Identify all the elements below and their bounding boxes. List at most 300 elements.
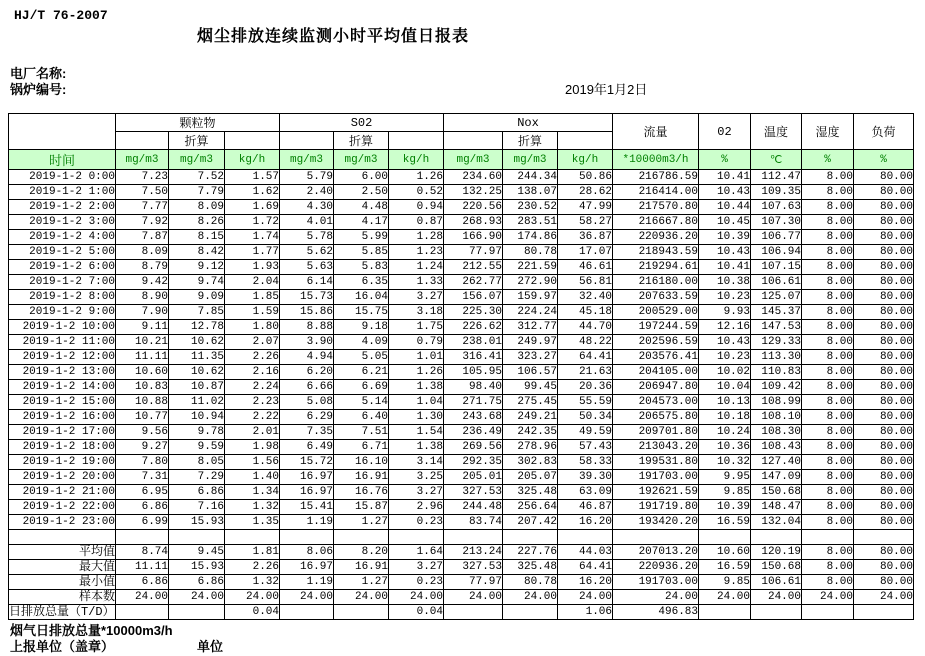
data-cell <box>699 530 751 545</box>
data-cell: 6.00 <box>334 170 389 185</box>
data-cell: 80.00 <box>854 350 914 365</box>
data-cell: 1.72 <box>225 215 280 230</box>
data-cell: 2.01 <box>225 425 280 440</box>
data-cell <box>699 605 751 620</box>
table-row <box>9 395 914 410</box>
row-label: 2019-1-2 22:00 <box>9 500 116 515</box>
data-cell: 10.87 <box>169 380 225 395</box>
data-cell: 80.00 <box>854 320 914 335</box>
data-cell: 220936.20 <box>613 230 699 245</box>
data-cell: 8.00 <box>802 335 854 350</box>
data-cell: 10.04 <box>699 380 751 395</box>
unit-label: 单位 <box>197 639 224 654</box>
table-row <box>9 440 914 455</box>
data-cell: 11.11 <box>116 560 169 575</box>
data-cell: 1.30 <box>389 410 444 425</box>
data-cell: 6.95 <box>116 485 169 500</box>
unit-header-cell: mg/m3 <box>169 150 225 170</box>
data-cell: 8.42 <box>169 245 225 260</box>
data-cell: 203576.41 <box>613 350 699 365</box>
data-cell: 9.42 <box>116 275 169 290</box>
data-cell: 16.91 <box>334 560 389 575</box>
data-cell: 278.96 <box>503 440 558 455</box>
data-cell: 1.19 <box>280 575 334 590</box>
data-cell: 1.62 <box>225 185 280 200</box>
data-cell: 10.94 <box>169 410 225 425</box>
data-cell: 207013.20 <box>613 545 699 560</box>
data-cell <box>116 605 169 620</box>
data-cell: 1.26 <box>389 365 444 380</box>
header-empty <box>225 132 280 150</box>
data-cell: 238.01 <box>444 335 503 350</box>
row-label: 2019-1-2 8:00 <box>9 290 116 305</box>
data-cell <box>854 605 914 620</box>
data-cell: 6.14 <box>280 275 334 290</box>
data-cell: 24.00 <box>751 590 802 605</box>
data-cell: 200529.00 <box>613 305 699 320</box>
unit-header-cell: kg/h <box>558 150 613 170</box>
data-cell: 8.74 <box>116 545 169 560</box>
data-cell: 108.30 <box>751 425 802 440</box>
data-cell: 56.81 <box>558 275 613 290</box>
data-cell: 2.04 <box>225 275 280 290</box>
data-cell: 8.88 <box>280 320 334 335</box>
data-cell: 8.79 <box>116 260 169 275</box>
data-cell: 262.77 <box>444 275 503 290</box>
unit-header-cell: kg/h <box>225 150 280 170</box>
data-cell: 1.33 <box>389 275 444 290</box>
data-cell: 80.00 <box>854 185 914 200</box>
data-cell: 10.24 <box>699 425 751 440</box>
data-cell: 7.80 <box>116 455 169 470</box>
data-cell: 16.97 <box>280 485 334 500</box>
data-cell: 192621.59 <box>613 485 699 500</box>
table-row <box>9 485 914 500</box>
data-cell: 10.44 <box>699 200 751 215</box>
data-cell: 191719.80 <box>613 500 699 515</box>
table-row <box>9 170 914 185</box>
row-label: 2019-1-2 17:00 <box>9 425 116 440</box>
flue-gas-total-note: 烟气日排放总量*10000m3/h <box>10 623 173 638</box>
data-cell: 10.13 <box>699 395 751 410</box>
table-row <box>9 560 914 575</box>
data-cell: 3.27 <box>389 485 444 500</box>
data-cell: 80.00 <box>854 410 914 425</box>
data-cell: 5.62 <box>280 245 334 260</box>
data-cell: 80.00 <box>854 200 914 215</box>
data-cell: 3.90 <box>280 335 334 350</box>
data-cell: 11.11 <box>116 350 169 365</box>
table-row <box>9 590 914 605</box>
data-cell: 5.63 <box>280 260 334 275</box>
report-date: 2019年1月2日 <box>565 82 648 97</box>
data-cell: 2.22 <box>225 410 280 425</box>
data-cell: 8.05 <box>169 455 225 470</box>
data-cell: 5.78 <box>280 230 334 245</box>
data-cell: 80.00 <box>854 365 914 380</box>
data-cell: 48.22 <box>558 335 613 350</box>
data-cell: 197244.59 <box>613 320 699 335</box>
table-row <box>9 425 914 440</box>
data-cell: 107.30 <box>751 215 802 230</box>
data-cell: 4.17 <box>334 215 389 230</box>
row-label: 2019-1-2 15:00 <box>9 395 116 410</box>
data-cell <box>225 530 280 545</box>
data-cell: 5.85 <box>334 245 389 260</box>
data-cell: 0.87 <box>389 215 444 230</box>
data-cell: 125.07 <box>751 290 802 305</box>
data-cell: 1.77 <box>225 245 280 260</box>
data-cell <box>444 605 503 620</box>
data-cell: 8.20 <box>334 545 389 560</box>
data-cell: 46.61 <box>558 260 613 275</box>
data-cell: 4.48 <box>334 200 389 215</box>
data-cell: 106.57 <box>503 365 558 380</box>
header-empty <box>389 132 444 150</box>
table-row <box>9 215 914 230</box>
data-cell: 0.94 <box>389 200 444 215</box>
data-cell: 0.52 <box>389 185 444 200</box>
header-empty <box>444 132 503 150</box>
data-cell: 1.81 <box>225 545 280 560</box>
data-cell: 8.00 <box>802 485 854 500</box>
data-cell: 80.00 <box>854 500 914 515</box>
table-row <box>9 275 914 290</box>
data-cell: 10.43 <box>699 245 751 260</box>
data-cell: 80.00 <box>854 260 914 275</box>
table-row <box>9 455 914 470</box>
data-cell: 44.70 <box>558 320 613 335</box>
data-cell: 6.86 <box>116 500 169 515</box>
data-cell: 10.83 <box>116 380 169 395</box>
data-cell: 8.00 <box>802 305 854 320</box>
header-group-row <box>9 114 914 132</box>
data-cell: 16.76 <box>334 485 389 500</box>
data-cell: 16.04 <box>334 290 389 305</box>
data-cell: 9.78 <box>169 425 225 440</box>
data-cell: 7.51 <box>334 425 389 440</box>
data-cell: 80.00 <box>854 485 914 500</box>
data-cell: 193420.20 <box>613 515 699 530</box>
data-cell: 24.00 <box>280 590 334 605</box>
data-cell: 202596.59 <box>613 335 699 350</box>
data-cell: 244.48 <box>444 500 503 515</box>
data-cell: 2.24 <box>225 380 280 395</box>
page-title: 烟尘排放连续监测小时平均值日报表 <box>197 28 470 45</box>
data-cell: 5.14 <box>334 395 389 410</box>
data-cell: 7.29 <box>169 470 225 485</box>
data-cell <box>444 530 503 545</box>
row-label: 2019-1-2 20:00 <box>9 470 116 485</box>
data-cell: 80.00 <box>854 305 914 320</box>
header-empty <box>116 132 169 150</box>
data-cell: 292.35 <box>444 455 503 470</box>
table-row <box>9 470 914 485</box>
data-cell: 7.92 <box>116 215 169 230</box>
data-cell: 3.18 <box>389 305 444 320</box>
data-cell: 4.94 <box>280 350 334 365</box>
data-cell: 150.68 <box>751 485 802 500</box>
data-cell: 15.93 <box>169 515 225 530</box>
data-cell: 8.00 <box>802 350 854 365</box>
data-cell: 204573.00 <box>613 395 699 410</box>
data-cell: 9.95 <box>699 470 751 485</box>
data-cell: 46.87 <box>558 500 613 515</box>
data-cell: 45.18 <box>558 305 613 320</box>
row-label: 2019-1-2 21:00 <box>9 485 116 500</box>
data-cell <box>334 605 389 620</box>
data-cell: 10.39 <box>699 500 751 515</box>
row-label: 2019-1-2 23:00 <box>9 515 116 530</box>
table-row <box>9 410 914 425</box>
data-cell: 7.31 <box>116 470 169 485</box>
data-cell: 1.93 <box>225 260 280 275</box>
data-cell: 106.61 <box>751 575 802 590</box>
data-cell: 7.16 <box>169 500 225 515</box>
data-cell: 302.83 <box>503 455 558 470</box>
data-cell: 7.50 <box>116 185 169 200</box>
data-cell: 8.00 <box>802 380 854 395</box>
data-cell: 8.09 <box>169 200 225 215</box>
row-label: 日排放总量（T/D） <box>9 605 115 619</box>
data-cell: 213.24 <box>444 545 503 560</box>
data-cell: 16.97 <box>280 470 334 485</box>
data-cell: 3.27 <box>389 560 444 575</box>
data-cell: 243.68 <box>444 410 503 425</box>
table-row <box>9 515 914 530</box>
data-cell: 112.47 <box>751 170 802 185</box>
data-cell: 224.24 <box>503 305 558 320</box>
data-cell: 10.60 <box>116 365 169 380</box>
data-cell: 221.59 <box>503 260 558 275</box>
row-label: 2019-1-2 16:00 <box>9 410 116 425</box>
data-cell: 50.86 <box>558 170 613 185</box>
data-cell: 132.25 <box>444 185 503 200</box>
data-cell: 1.27 <box>334 575 389 590</box>
data-cell: 16.59 <box>699 560 751 575</box>
data-cell: 8.00 <box>802 170 854 185</box>
table-row <box>9 545 914 560</box>
unit-header-cell: mg/m3 <box>334 150 389 170</box>
data-cell <box>334 530 389 545</box>
group-header-nox: Nox <box>444 114 613 132</box>
data-cell: 174.86 <box>503 230 558 245</box>
data-cell: 98.40 <box>444 380 503 395</box>
data-cell: 242.35 <box>503 425 558 440</box>
data-cell: 6.71 <box>334 440 389 455</box>
data-cell: 107.63 <box>751 200 802 215</box>
data-cell: 6.49 <box>280 440 334 455</box>
header-flow: 流量 <box>613 114 699 150</box>
data-cell: 10.39 <box>699 230 751 245</box>
data-cell: 5.08 <box>280 395 334 410</box>
data-cell: 272.90 <box>503 275 558 290</box>
data-cell: 7.85 <box>169 305 225 320</box>
data-cell: 44.03 <box>558 545 613 560</box>
data-cell: 150.68 <box>751 560 802 575</box>
data-cell: 1.35 <box>225 515 280 530</box>
header-load: 负荷 <box>854 114 914 150</box>
data-cell: 58.27 <box>558 215 613 230</box>
data-cell: 77.97 <box>444 575 503 590</box>
data-cell: 10.02 <box>699 365 751 380</box>
data-cell: 10.62 <box>169 365 225 380</box>
data-cell: 6.40 <box>334 410 389 425</box>
data-cell: 244.34 <box>503 170 558 185</box>
unit-header-cell: % <box>699 150 751 170</box>
report-unit-label: 上报单位（盖章） <box>10 639 115 654</box>
header-empty <box>280 132 334 150</box>
data-cell: 80.78 <box>503 575 558 590</box>
data-cell: 11.35 <box>169 350 225 365</box>
data-cell: 227.76 <box>503 545 558 560</box>
unit-header-cell: mg/m3 <box>444 150 503 170</box>
data-cell: 220.56 <box>444 200 503 215</box>
row-label: 2019-1-2 0:00 <box>9 170 116 185</box>
data-cell: 6.20 <box>280 365 334 380</box>
table-row <box>9 530 914 545</box>
emission-report-table <box>8 113 914 620</box>
row-label <box>9 530 116 545</box>
row-label: 2019-1-2 5:00 <box>9 245 116 260</box>
data-cell: 8.00 <box>802 260 854 275</box>
data-cell: 159.97 <box>503 290 558 305</box>
data-cell: 108.43 <box>751 440 802 455</box>
data-cell <box>854 530 914 545</box>
data-cell: 9.59 <box>169 440 225 455</box>
data-cell: 0.04 <box>225 605 280 620</box>
row-label: 最大值 <box>9 560 116 575</box>
data-cell: 156.07 <box>444 290 503 305</box>
data-cell: 8.00 <box>802 185 854 200</box>
data-cell: 39.30 <box>558 470 613 485</box>
data-cell: 12.16 <box>699 320 751 335</box>
data-cell: 1.19 <box>280 515 334 530</box>
data-cell: 1.85 <box>225 290 280 305</box>
data-cell: 145.37 <box>751 305 802 320</box>
data-cell: 8.00 <box>802 545 854 560</box>
data-cell: 1.23 <box>389 245 444 260</box>
data-cell: 316.41 <box>444 350 503 365</box>
data-cell: 12.78 <box>169 320 225 335</box>
data-cell: 216667.80 <box>613 215 699 230</box>
data-cell: 236.49 <box>444 425 503 440</box>
table-row <box>9 185 914 200</box>
unit-header-cell: mg/m3 <box>280 150 334 170</box>
row-label: 2019-1-2 3:00 <box>9 215 116 230</box>
header-time: 时间 <box>9 150 116 170</box>
data-cell: 213043.20 <box>613 440 699 455</box>
unit-header-cell: kg/h <box>389 150 444 170</box>
data-cell: 225.30 <box>444 305 503 320</box>
data-cell: 283.51 <box>503 215 558 230</box>
row-label: 2019-1-2 10:00 <box>9 320 116 335</box>
standard-code: HJ/T 76-2007 <box>14 8 108 23</box>
data-cell: 147.09 <box>751 470 802 485</box>
data-cell: 64.41 <box>558 560 613 575</box>
data-cell: 312.77 <box>503 320 558 335</box>
data-cell: 24.00 <box>389 590 444 605</box>
header-converted-pm: 折算 <box>169 132 225 150</box>
data-cell: 1.40 <box>225 470 280 485</box>
data-cell: 9.11 <box>116 320 169 335</box>
data-cell: 7.35 <box>280 425 334 440</box>
data-cell: 49.59 <box>558 425 613 440</box>
data-cell: 166.90 <box>444 230 503 245</box>
data-cell: 212.55 <box>444 260 503 275</box>
data-cell: 16.59 <box>699 515 751 530</box>
row-label: 2019-1-2 1:00 <box>9 185 116 200</box>
table-row <box>9 605 914 620</box>
row-label: 2019-1-2 14:00 <box>9 380 116 395</box>
data-cell: 9.56 <box>116 425 169 440</box>
data-cell: 10.45 <box>699 215 751 230</box>
data-cell: 120.19 <box>751 545 802 560</box>
data-cell: 216180.00 <box>613 275 699 290</box>
data-cell: 80.00 <box>854 425 914 440</box>
data-cell: 3.27 <box>389 290 444 305</box>
data-cell: 148.47 <box>751 500 802 515</box>
data-cell: 1.34 <box>225 485 280 500</box>
data-cell: 1.75 <box>389 320 444 335</box>
data-cell <box>280 605 334 620</box>
data-cell: 1.26 <box>389 170 444 185</box>
data-cell: 138.07 <box>503 185 558 200</box>
table-row <box>9 350 914 365</box>
data-cell: 129.33 <box>751 335 802 350</box>
data-cell: 216786.59 <box>613 170 699 185</box>
data-cell: 9.45 <box>169 545 225 560</box>
unit-header-cell: mg/m3 <box>116 150 169 170</box>
data-cell: 80.00 <box>854 515 914 530</box>
data-cell: 147.53 <box>751 320 802 335</box>
data-cell: 80.00 <box>854 290 914 305</box>
data-cell: 106.94 <box>751 245 802 260</box>
data-cell: 1.04 <box>389 395 444 410</box>
data-cell: 199531.80 <box>613 455 699 470</box>
table-row <box>9 320 914 335</box>
data-cell: 219294.61 <box>613 260 699 275</box>
data-cell: 206575.80 <box>613 410 699 425</box>
data-cell <box>613 530 699 545</box>
data-cell: 191703.00 <box>613 470 699 485</box>
data-cell: 325.48 <box>503 485 558 500</box>
data-cell: 9.74 <box>169 275 225 290</box>
data-cell: 1.69 <box>225 200 280 215</box>
data-cell: 80.00 <box>854 560 914 575</box>
data-cell: 7.79 <box>169 185 225 200</box>
data-cell: 80.00 <box>854 455 914 470</box>
data-cell: 5.79 <box>280 170 334 185</box>
data-cell: 6.86 <box>169 575 225 590</box>
table-row <box>9 335 914 350</box>
data-cell: 2.23 <box>225 395 280 410</box>
data-cell: 10.41 <box>699 260 751 275</box>
data-cell: 28.62 <box>558 185 613 200</box>
table-row <box>9 200 914 215</box>
data-cell: 0.23 <box>389 575 444 590</box>
data-cell: 7.90 <box>116 305 169 320</box>
data-cell: 325.48 <box>503 560 558 575</box>
data-cell: 1.01 <box>389 350 444 365</box>
data-cell: 24.00 <box>613 590 699 605</box>
units-header-row <box>9 150 914 170</box>
data-cell: 230.52 <box>503 200 558 215</box>
header-temperature: 温度 <box>751 114 802 150</box>
row-label: 2019-1-2 2:00 <box>9 200 116 215</box>
data-cell: 9.18 <box>334 320 389 335</box>
data-cell: 204105.00 <box>613 365 699 380</box>
